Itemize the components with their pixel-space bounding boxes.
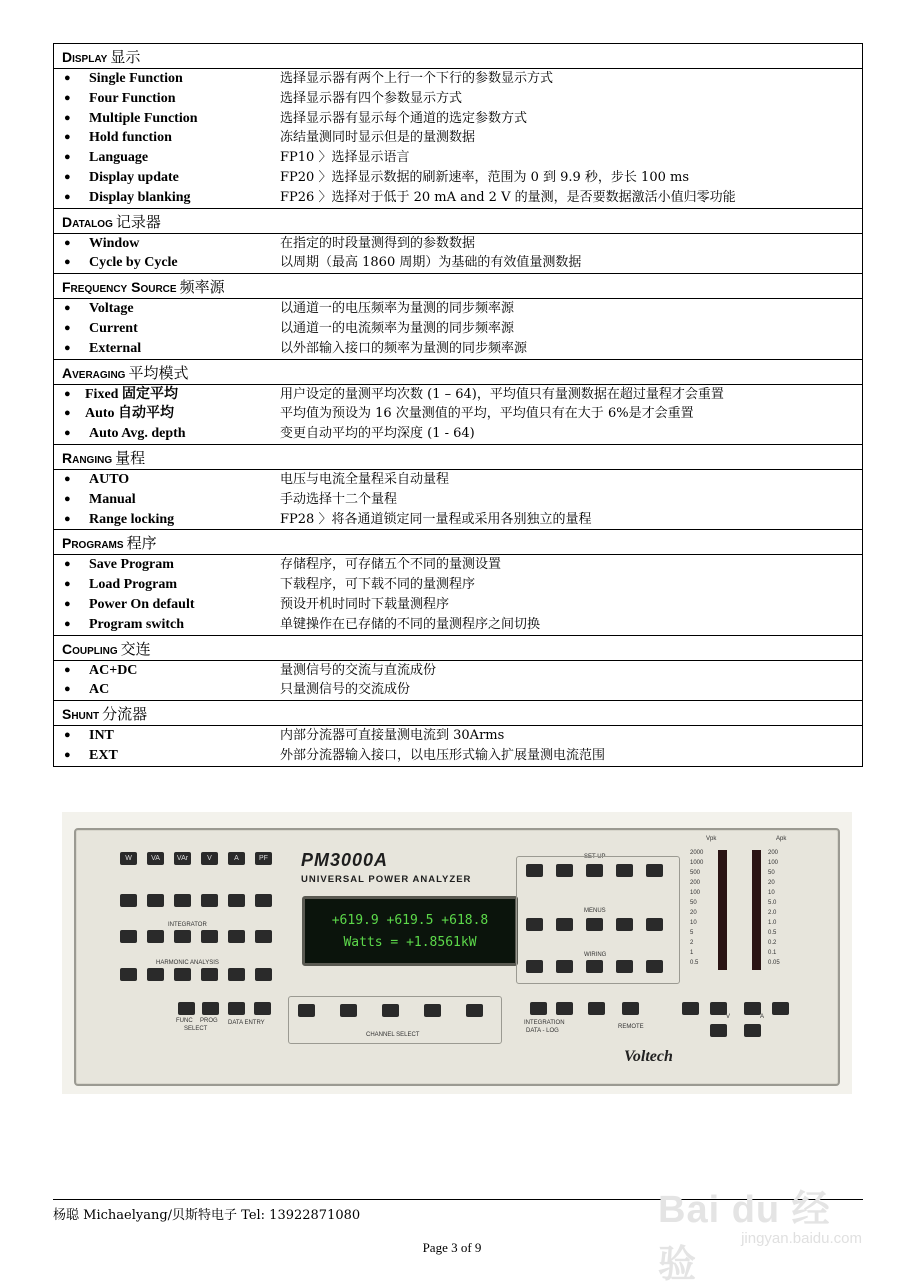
bullet-icon: ● <box>64 111 71 124</box>
harmonic-key <box>255 968 272 981</box>
func-key <box>178 1002 195 1015</box>
bullet-icon: ● <box>64 512 71 525</box>
item-name: AC+DC <box>89 662 138 678</box>
item-name: Single Function <box>89 71 183 86</box>
item-description: 单键操作在已存储的不同的量测程序之间切换 <box>280 616 541 632</box>
list-item <box>54 188 862 208</box>
bullet-icon: ● <box>64 427 71 440</box>
list-item <box>54 615 862 635</box>
function-key <box>255 894 272 907</box>
section-title-cn: 分流器 <box>102 705 148 724</box>
watermark-brand: Bai du 经验 <box>658 1189 831 1286</box>
auto-a-key <box>772 1002 789 1015</box>
spec-table <box>53 43 863 767</box>
bullet-icon: ● <box>64 617 71 630</box>
section-display <box>54 44 862 209</box>
list-item <box>54 234 862 254</box>
item-description: 电压与电流全量程采自动量程 <box>280 471 450 487</box>
list-item <box>54 555 862 575</box>
list-item <box>54 109 862 129</box>
item-name: INT <box>89 728 114 744</box>
bullet-icon: ● <box>64 729 71 742</box>
section-ranging <box>54 445 862 530</box>
wiring-key <box>646 960 663 973</box>
section-title: Frequency Source <box>62 279 177 296</box>
function-key <box>201 894 218 907</box>
key-pf: PF <box>255 852 272 865</box>
section-heading <box>54 701 862 726</box>
bullet-icon: ● <box>64 748 71 761</box>
a-scale-tick: 100 <box>768 860 779 866</box>
bullet-icon: ● <box>64 91 71 104</box>
key-va: VA <box>147 852 164 865</box>
item-name: AC <box>89 682 110 698</box>
bullet-icon: ● <box>64 321 71 334</box>
a-label: A <box>760 1014 765 1020</box>
item-description: 以周期（最高 1860 周期）为基础的有效值量测数据 <box>280 255 582 271</box>
prog-key <box>202 1002 219 1015</box>
section-frequency-source <box>54 274 862 359</box>
integrator-key <box>201 930 218 943</box>
wiring-key <box>586 960 603 973</box>
v-scale-tick: 200 <box>690 880 701 886</box>
bullet-icon: ● <box>64 558 71 571</box>
integrator-label: INTEGRATOR <box>168 922 207 928</box>
harmonic-key <box>228 968 245 981</box>
bullet-icon: ● <box>64 151 71 164</box>
v-scale-tick: 0.5 <box>690 960 699 966</box>
function-key <box>147 894 164 907</box>
item-description: 在指定的时段量测得到的参数数据 <box>280 235 476 251</box>
footer-rule <box>53 1199 863 1200</box>
channel-select-label: CHANNEL SELECT <box>366 1032 420 1038</box>
item-description: 预设开机时同时下载量测程序 <box>280 596 450 612</box>
item-description: 量测信号的交流与直流成份 <box>280 662 437 678</box>
data-dump-key <box>588 1002 605 1015</box>
v-down-key <box>710 1024 727 1037</box>
bullet-icon: ● <box>64 492 71 505</box>
list-item <box>54 680 862 700</box>
item-name: Voltage <box>89 301 134 317</box>
list-item <box>54 385 862 405</box>
footer-contact: 杨聪 Michaelyang/贝斯特电子 Tel: 13922871080 <box>53 1208 361 1223</box>
section-datalog <box>54 209 862 275</box>
menu-key <box>556 918 573 931</box>
bullet-icon: ● <box>64 236 71 249</box>
list-item <box>54 69 862 89</box>
a-scale-tick: 0.1 <box>768 950 777 956</box>
section-title: Programs <box>62 535 124 552</box>
section-heading <box>54 360 862 385</box>
v-scale-tick: 2000 <box>690 850 704 856</box>
list-item <box>54 575 862 595</box>
bullet-icon: ● <box>64 72 71 84</box>
a-scale-tick: 20 <box>768 880 775 886</box>
list-item <box>54 319 862 339</box>
bullet-icon: ● <box>64 683 71 696</box>
setup-key <box>616 864 633 877</box>
section-heading <box>54 209 862 234</box>
section-title-cn: 记录器 <box>115 212 161 231</box>
list-item <box>54 595 862 615</box>
setup-key <box>646 864 663 877</box>
list-item <box>54 490 862 510</box>
front-panel <box>74 828 840 1086</box>
channel-key <box>466 1004 483 1017</box>
list-item <box>54 746 862 766</box>
item-name: Program switch <box>89 616 184 632</box>
section-heading <box>54 44 862 69</box>
item-name: Window <box>89 235 140 251</box>
a-up-key <box>744 1002 761 1015</box>
func-label: FUNC <box>176 1018 193 1024</box>
wiring-label: WIRING <box>584 952 607 958</box>
section-title-cn: 程序 <box>126 534 157 553</box>
integrator-key <box>147 930 164 943</box>
function-key <box>228 894 245 907</box>
v-scale-tick: 1000 <box>690 860 704 866</box>
key-w: W <box>120 852 137 865</box>
list-item <box>54 299 862 319</box>
integration-key <box>530 1002 547 1015</box>
item-description: 用户设定的量测平均次数 (1 – 64)，平均值只有量测数据在超过量程才会重置 <box>280 386 724 402</box>
section-title-cn: 频率源 <box>179 278 225 297</box>
menu-key <box>616 918 633 931</box>
datalog-label: DATA - LOG <box>526 1028 559 1034</box>
prog-label: PROG <box>200 1018 218 1024</box>
a-scale-tick: 50 <box>768 870 775 876</box>
setup-key <box>586 864 603 877</box>
integration-label: INTEGRATION <box>524 1020 565 1026</box>
select-key <box>228 1002 245 1015</box>
section-title: Averaging <box>62 364 126 381</box>
item-description: FP28 〉将各通道锁定同一量程或采用各别独立的量程 <box>280 511 592 527</box>
select-label: SELECT <box>184 1026 208 1032</box>
key-a: A <box>228 852 245 865</box>
key-v: V <box>201 852 218 865</box>
integrator-key <box>174 930 191 943</box>
harmonic-key <box>120 968 137 981</box>
item-name: Fixed 固定平均 <box>85 386 178 402</box>
harmonic-key <box>174 968 191 981</box>
a-scale-tick: 0.5 <box>768 930 777 936</box>
list-item <box>54 470 862 490</box>
bullet-icon: ● <box>64 578 71 591</box>
v-scale-tick: 100 <box>690 890 701 896</box>
list-item <box>54 510 862 530</box>
item-name: Four Function <box>89 90 176 106</box>
data-entry-label: DATA ENTRY <box>228 1020 265 1026</box>
function-key <box>174 894 191 907</box>
current-bargraph <box>752 850 761 970</box>
section-title: Ranging <box>62 449 113 466</box>
v-scale-tick: 20 <box>690 910 697 916</box>
function-key <box>120 894 137 907</box>
item-name: Display update <box>89 169 179 185</box>
channel-key <box>382 1004 399 1017</box>
item-name: Range locking <box>89 511 175 527</box>
item-description: FP20 〉选择显示数据的刷新速率，范围为 0 到 9.9 秒，步长 100 ms <box>280 169 689 185</box>
harmonic-key <box>147 968 164 981</box>
v-up-key <box>710 1002 727 1015</box>
setup-key <box>526 864 543 877</box>
item-name: Current <box>89 320 138 336</box>
item-description: 只量测信号的交流成份 <box>280 682 411 698</box>
section-shunt <box>54 701 862 766</box>
a-down-key <box>744 1024 761 1037</box>
item-description: FP10 〉选择显示语言 <box>280 150 410 166</box>
section-programs <box>54 530 862 635</box>
bullet-icon: ● <box>64 387 71 400</box>
item-description: 选择显示器有四个参数显示方式 <box>280 90 463 106</box>
v-scale-tick: 1 <box>690 950 694 956</box>
item-name: Display blanking <box>89 189 191 205</box>
a-scale-tick: 5.0 <box>768 900 777 906</box>
model-subtitle: UNIVERSAL POWER ANALYZER <box>301 874 472 885</box>
item-name: Multiple Function <box>89 110 198 126</box>
menus-label: MENUS <box>584 908 606 914</box>
bullet-icon: ● <box>64 190 71 203</box>
harmonic-key <box>201 968 218 981</box>
lcd-line-1: +619.9 +619.5 +618.8 <box>331 913 489 928</box>
item-name: EXT <box>89 747 118 763</box>
section-title-cn: 量程 <box>115 448 146 467</box>
wiring-key <box>616 960 633 973</box>
list-item <box>54 661 862 681</box>
section-heading <box>54 636 862 661</box>
v-scale-tick: 500 <box>690 870 701 876</box>
lcd-line-2: Watts = +1.8561kW <box>343 935 477 950</box>
list-item <box>54 339 862 359</box>
menu-key <box>526 918 543 931</box>
section-title-cn: 交连 <box>120 639 151 658</box>
item-description: FP26 〉选择对于低于 20 mA and 2 V 的量测，是否要数据激活小值归零功能 <box>280 189 736 205</box>
item-description: 存储程序，可存储五个不同的量测设置 <box>280 557 502 573</box>
a-scale-tick: 1.0 <box>768 920 777 926</box>
v-scale-tick: 5 <box>690 930 694 936</box>
a-scale-tick: 200 <box>768 850 779 856</box>
list-item <box>54 168 862 188</box>
item-name: Power On default <box>89 596 195 612</box>
item-name: Save Program <box>89 557 174 573</box>
menu-key <box>586 918 603 931</box>
bullet-icon: ● <box>64 663 71 676</box>
lcd-display <box>302 896 518 966</box>
item-description: 以外部输入接口的频率为量测的同步频率源 <box>280 340 528 356</box>
integrator-key <box>255 930 272 943</box>
item-name: Load Program <box>89 577 178 593</box>
item-name: Cycle by Cycle <box>89 255 178 271</box>
list-item <box>54 148 862 168</box>
integrator-key <box>228 930 245 943</box>
key-var: VAr <box>174 852 191 865</box>
section-coupling <box>54 636 862 702</box>
item-description: 变更自动平均的平均深度 (1 - 64) <box>280 426 475 442</box>
item-description: 外部分流器输入接口，以电压形式输入扩展量测电流范围 <box>280 747 606 763</box>
section-heading <box>54 274 862 299</box>
harmonic-label: HARMONIC ANALYSIS <box>156 960 219 966</box>
section-title-cn: 显示 <box>110 48 141 66</box>
list-item <box>54 404 862 424</box>
item-name: AUTO <box>89 471 130 487</box>
item-name: Manual <box>89 491 136 507</box>
instrument-photo <box>62 812 852 1094</box>
v-scale-tick: 10 <box>690 920 697 926</box>
bullet-icon: ● <box>64 407 71 420</box>
list-item <box>54 128 862 148</box>
page-number: Page 3 of 9 <box>422 1240 482 1255</box>
setup-label: SET UP <box>584 854 606 860</box>
setup-key <box>556 864 573 877</box>
section-title: Display <box>62 49 108 65</box>
section-title-cn: 平均模式 <box>128 363 189 382</box>
wiring-key <box>526 960 543 973</box>
item-description: 选择显示器有两个上行一个下行的参数显示方式 <box>280 71 554 86</box>
channel-key <box>298 1004 315 1017</box>
list-item <box>54 424 862 444</box>
a-scale-tick: 0.2 <box>768 940 777 946</box>
wiring-key <box>556 960 573 973</box>
a-scale-tick: 2.0 <box>768 910 777 916</box>
section-heading <box>54 445 862 470</box>
apk-label: Apk <box>776 836 787 842</box>
section-heading <box>54 530 862 555</box>
channel-key <box>424 1004 441 1017</box>
section-averaging <box>54 360 862 445</box>
remote-label: REMOTE <box>618 1024 644 1030</box>
item-description: 冻结量测同时显示但是的量测数据 <box>280 130 476 146</box>
item-name: Auto 自动平均 <box>85 406 175 422</box>
menu-key <box>646 918 663 931</box>
v-scale-tick: 2 <box>690 940 694 946</box>
bullet-icon: ● <box>64 131 71 144</box>
bullet-icon: ● <box>64 256 71 269</box>
bullet-icon: ● <box>64 170 71 183</box>
section-title: Datalog <box>62 213 113 230</box>
bullet-icon: ● <box>64 472 71 485</box>
section-title: Coupling <box>62 640 118 657</box>
enter-key <box>254 1002 271 1015</box>
a-scale-tick: 0.05 <box>768 960 780 966</box>
a-scale-tick: 10 <box>768 890 775 896</box>
watermark-url: jingyan.baidu.com <box>741 1230 862 1247</box>
vpk-label: Vpk <box>706 836 717 842</box>
model-name: PM3000A <box>301 850 389 870</box>
bullet-icon: ● <box>64 597 71 610</box>
v-scale-tick: 50 <box>690 900 697 906</box>
brand-logo: Voltech <box>624 1048 673 1065</box>
item-description: 内部分流器可直接量测电流到 30Arms <box>280 728 505 744</box>
integrator-key <box>120 930 137 943</box>
list-item <box>54 253 862 273</box>
bullet-icon: ● <box>64 302 71 315</box>
local-key <box>622 1002 639 1015</box>
list-item <box>54 89 862 109</box>
list-item <box>54 726 862 746</box>
item-description: 下载程序，可下载不同的量测程序 <box>280 577 476 593</box>
channel-key <box>340 1004 357 1017</box>
auto-v-key <box>682 1002 699 1015</box>
item-description: 以通道一的电压频率为量测的同步频率源 <box>280 301 515 317</box>
integration-key <box>556 1002 573 1015</box>
v-label: V <box>726 1014 731 1020</box>
item-description: 以通道一的电流频率为量测的同步频率源 <box>280 320 515 336</box>
section-title: Shunt <box>62 706 100 723</box>
item-name: Language <box>89 150 149 166</box>
bullet-icon: ● <box>64 341 71 354</box>
item-name: External <box>89 340 142 356</box>
item-name: Auto Avg. depth <box>89 426 186 442</box>
item-description: 手动选择十二个量程 <box>280 491 398 507</box>
item-description: 平均值为预设为 16 次量测值的平均，平均值只有在大于 6%是才会重置 <box>280 406 694 422</box>
item-description: 选择显示器有显示每个通道的选定参数方式 <box>280 110 528 126</box>
voltage-bargraph <box>718 850 727 970</box>
item-name: Hold function <box>89 130 172 146</box>
